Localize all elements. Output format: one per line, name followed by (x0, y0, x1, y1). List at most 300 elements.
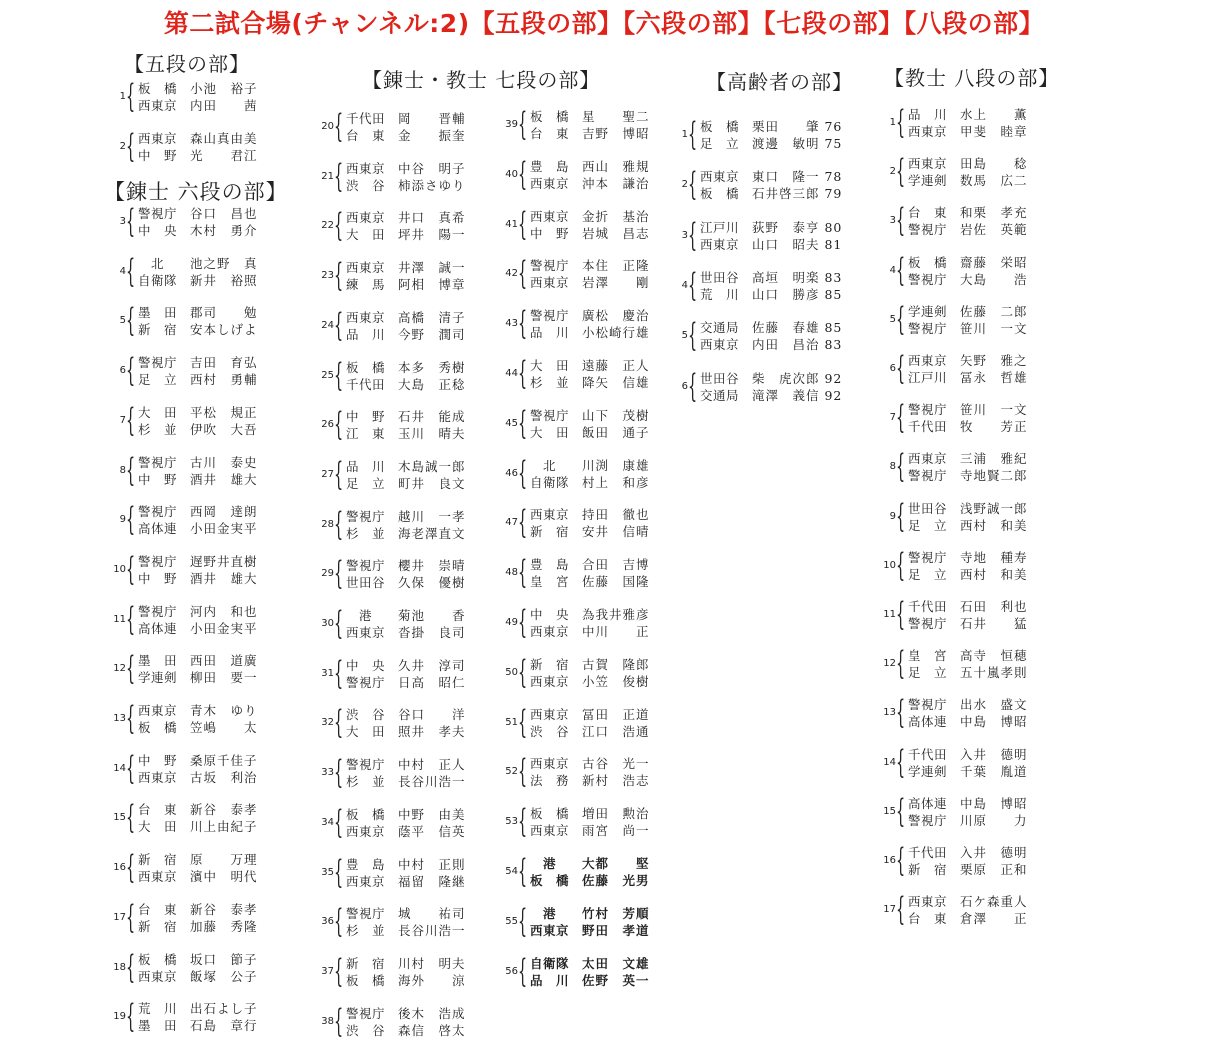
team-name: 世田谷 (346, 575, 386, 590)
match-number: 2 (681, 179, 688, 190)
match-number: 33 (321, 767, 334, 778)
team-name: 学連剣 (908, 304, 948, 319)
section-heading-rokudan: 【錬士 六段の部】 (104, 180, 288, 204)
competitor-top (908, 501, 1080, 517)
bracket-brace: { (688, 216, 698, 254)
match-number: 6 (681, 381, 688, 392)
team-name: 渋 谷 (346, 1023, 386, 1038)
team-name: 台 東 (530, 126, 570, 141)
player-name: 中川 正 (582, 624, 650, 639)
competitor-top (530, 607, 702, 623)
competitor-bottom (346, 277, 518, 293)
player-name: 岩佐 英範 (960, 222, 1028, 237)
player-name: 城 祐司 (398, 906, 466, 921)
competitor-top (908, 697, 1080, 713)
match-number: 3 (681, 230, 688, 241)
match-number: 12 (883, 658, 896, 669)
player-name: 金折 基治 (582, 209, 650, 224)
team-name: 警視庁 (346, 509, 386, 524)
bracket-brace: { (334, 306, 344, 344)
player-name: 佐藤 二郎 (960, 304, 1028, 319)
bracket-brace: { (518, 703, 528, 741)
player-name: 柳田 要一 (190, 670, 258, 685)
competitor-bottom (530, 823, 702, 839)
player-name: 金 振奎 (398, 128, 466, 143)
team-name: 台 東 (908, 911, 948, 926)
competitor-top (530, 159, 702, 175)
match-number: 23 (321, 270, 334, 281)
bracket-brace: { (518, 603, 528, 641)
team-name: 警視庁 (346, 675, 386, 690)
player-name: 内田 昌治 83 (752, 337, 843, 352)
competitor-bottom (138, 869, 310, 885)
team-name: 千代田 (908, 419, 948, 434)
team-name: 品 川 (530, 325, 570, 340)
bracket-brace: { (334, 206, 344, 244)
team-name: 警視庁 (138, 554, 178, 569)
team-name: 警視庁 (346, 1006, 386, 1021)
match-number: 17 (113, 912, 126, 923)
match-number: 26 (321, 419, 334, 430)
team-name: 中 野 (138, 571, 178, 586)
team-name: 中 野 (138, 753, 178, 768)
competitor-top (346, 210, 518, 226)
bracket-brace: { (126, 898, 136, 936)
team-name: 大 田 (346, 724, 386, 739)
player-name: 原 万理 (190, 852, 258, 867)
competitor-top (138, 131, 310, 147)
match-number: 22 (321, 220, 334, 231)
match-number: 11 (113, 614, 126, 625)
team-name: 西東京 (530, 624, 570, 639)
competitor-top (138, 1001, 310, 1017)
bracket-brace: { (334, 455, 344, 493)
player-name: 谷口 昌也 (190, 206, 258, 221)
competitor-top (530, 657, 702, 673)
player-name: 石ケ森重人 (960, 894, 1028, 909)
competitor-top (530, 507, 702, 523)
match-number: 2 (119, 141, 126, 152)
match-number: 12 (113, 663, 126, 674)
team-name: 千代田 (346, 111, 386, 126)
player-name: 照井 孝夫 (398, 724, 466, 739)
player-name: 濱中 明代 (190, 869, 258, 884)
player-name: 本多 秀樹 (398, 360, 466, 375)
team-name: 杉 並 (346, 774, 386, 789)
bracket-brace: { (126, 649, 136, 687)
bracket-brace: { (896, 546, 906, 584)
team-name: 品 川 (908, 107, 948, 122)
player-name: 浅野誠一郎 (960, 501, 1028, 516)
team-name: 警視庁 (346, 757, 386, 772)
player-name: 川渕 康雄 (582, 458, 650, 473)
player-name: 新村 浩志 (582, 773, 650, 788)
competitor-top (530, 906, 702, 922)
team-name: 自衛隊 (530, 475, 570, 490)
match-number: 56 (505, 966, 518, 977)
competitor-bottom (908, 518, 1080, 534)
team-name: 交通局 (700, 388, 740, 403)
competitor-top (908, 550, 1080, 566)
team-name: 西東京 (346, 210, 386, 225)
team-name: 西東京 (530, 275, 570, 290)
competitor-top (346, 360, 518, 376)
competitor-bottom (530, 724, 702, 740)
match-number: 49 (505, 617, 518, 628)
player-name: 玉川 晴夫 (398, 426, 466, 441)
match-number: 31 (321, 668, 334, 679)
match-number: 37 (321, 966, 334, 977)
player-name: 合田 吉博 (582, 557, 650, 572)
team-name: 足 立 (908, 518, 948, 533)
competitor-top (138, 703, 310, 719)
page-title: 第二試合場(チャンネル:2)【五段の部】【六段の部】【七段の部】【八段の部】 (163, 9, 1045, 38)
player-name: 増田 勲治 (582, 806, 650, 821)
competitor-bottom (530, 524, 702, 540)
competitor-top (346, 857, 518, 873)
competitor-top (138, 355, 310, 371)
match-number: 1 (681, 129, 688, 140)
competitor-bottom (138, 372, 310, 388)
player-name: 寺地賢二郎 (960, 468, 1028, 483)
section-heading-godan: 【五段の部】 (124, 52, 250, 76)
team-name: 学連剣 (908, 173, 948, 188)
bracket-brace: { (896, 595, 906, 633)
bracket-brace: { (126, 451, 136, 489)
competitor-top (138, 455, 310, 471)
team-name: 板 橋 (530, 873, 570, 888)
team-name: 警視庁 (138, 455, 178, 470)
team-name: 大 田 (530, 358, 570, 373)
player-name: 遠藤 正人 (582, 358, 650, 373)
player-name: 出石よし子 (190, 1001, 258, 1016)
player-name: 大島 浩 (960, 272, 1028, 287)
competitor-bottom (138, 770, 310, 786)
competitor-top (138, 653, 310, 669)
team-name: 西東京 (908, 451, 948, 466)
competitor-top (346, 260, 518, 276)
competitor-bottom (138, 720, 310, 736)
team-name: 西東京 (138, 98, 178, 113)
player-name: 小田金実平 (190, 521, 258, 536)
team-name: 墨 田 (138, 653, 178, 668)
bracket-brace: { (334, 703, 344, 741)
competitor-top (908, 353, 1080, 369)
competitor-top (530, 109, 702, 125)
match-number: 10 (883, 560, 896, 571)
player-name: 入井 德明 (960, 845, 1028, 860)
player-name: 笹川 一文 (960, 402, 1028, 417)
match-number: 52 (505, 766, 518, 777)
player-name: 久保 優樹 (398, 575, 466, 590)
team-name: 西東京 (700, 169, 740, 184)
team-name: 西東京 (908, 156, 948, 171)
match-number: 6 (119, 365, 126, 376)
match-number: 15 (883, 806, 896, 817)
player-name: 櫻井 崇晴 (398, 558, 466, 573)
bracket-brace: { (896, 152, 906, 190)
competitor-top (700, 220, 872, 236)
competitor-bottom (530, 624, 702, 640)
team-name: 高体連 (138, 621, 178, 636)
competitor-bottom (908, 714, 1080, 730)
player-name: 寺地 種寿 (960, 550, 1028, 565)
team-name: 警視庁 (908, 402, 948, 417)
section-heading-hachidan: 【教士 八段の部】 (884, 66, 1060, 90)
team-name: 新 宿 (908, 862, 948, 877)
player-name: 古谷 光一 (582, 756, 650, 771)
section-heading-koreisha: 【高齢者の部】 (706, 70, 853, 94)
competitor-bottom (908, 419, 1080, 435)
bracket-brace: { (518, 553, 528, 591)
competitor-top (530, 408, 702, 424)
player-name: 河内 和也 (190, 604, 258, 619)
section-koreisha (706, 66, 853, 95)
team-name: 足 立 (346, 476, 386, 491)
competitor-top (908, 402, 1080, 418)
competitor-bottom (138, 670, 310, 686)
match-number: 1 (889, 117, 896, 128)
competitor-bottom (138, 223, 310, 239)
player-name: 伊吹 大吾 (190, 422, 258, 437)
competitor-bottom (530, 425, 702, 441)
player-name: 牧 芳正 (960, 419, 1028, 434)
bracket-brace: { (896, 693, 906, 731)
competitor-top (908, 747, 1080, 763)
player-name: 木島誠一郎 (398, 459, 466, 474)
team-name: 豊 島 (346, 857, 386, 872)
team-name: 板 橋 (346, 360, 386, 375)
competitor-top (530, 756, 702, 772)
competitor-top (530, 557, 702, 573)
match-number: 24 (321, 320, 334, 331)
player-name: 海外 涼 (398, 973, 466, 988)
player-name: 太田 文雄 (582, 956, 650, 971)
player-name: 笹川 一文 (960, 321, 1028, 336)
bracket-brace: { (126, 798, 136, 836)
player-name: 西山 雅規 (582, 159, 650, 174)
competitor-top (908, 156, 1080, 172)
bracket-brace: { (126, 550, 136, 588)
bracket-brace: { (126, 749, 136, 787)
player-name: 石島 章行 (190, 1018, 258, 1033)
match-number: 8 (889, 461, 896, 472)
team-name: 西東京 (908, 124, 948, 139)
player-name: 西村 和美 (960, 567, 1028, 582)
bracket-brace: { (518, 752, 528, 790)
player-name: 内田 茜 (190, 98, 258, 113)
match-number: 3 (119, 216, 126, 227)
bracket-brace: { (896, 103, 906, 141)
match-number: 36 (321, 916, 334, 927)
player-name: 菊池 香 (398, 608, 466, 623)
team-name: 警視庁 (346, 558, 386, 573)
bracket-brace: { (126, 948, 136, 986)
team-name: 板 橋 (346, 807, 386, 822)
competitor-top (700, 119, 872, 135)
player-name: 岡 晋輔 (398, 111, 466, 126)
player-name: 長谷川浩一 (398, 774, 466, 789)
team-name: 西東京 (346, 260, 386, 275)
team-name: 港 (346, 608, 386, 623)
team-name: 高体連 (138, 521, 178, 536)
match-number: 9 (119, 514, 126, 525)
competitor-bottom (908, 321, 1080, 337)
team-name: 学連剣 (908, 764, 948, 779)
competitor-bottom (138, 1018, 310, 1034)
player-name: 井澤 誠一 (398, 260, 466, 275)
competitor-top (346, 161, 518, 177)
competitor-bottom (138, 472, 310, 488)
bracket-brace: { (334, 753, 344, 791)
competitor-top (346, 707, 518, 723)
bracket-brace: { (518, 902, 528, 940)
player-name: 古坂 利治 (190, 770, 258, 785)
bracket-brace: { (518, 105, 528, 143)
competitor-bottom (346, 327, 518, 343)
match-number: 5 (681, 330, 688, 341)
team-name: 杉 並 (346, 923, 386, 938)
match-number: 6 (889, 363, 896, 374)
player-name: 小笠 俊樹 (582, 674, 650, 689)
competitor-bottom (346, 724, 518, 740)
player-name: 小田金実平 (190, 621, 258, 636)
player-name: 廣松 慶治 (582, 308, 650, 323)
competitor-top (908, 894, 1080, 910)
player-name: 新井 裕照 (190, 273, 258, 288)
team-name: 品 川 (346, 459, 386, 474)
competitor-top (530, 956, 702, 972)
match-number: 16 (883, 855, 896, 866)
team-name: 警視庁 (908, 272, 948, 287)
team-name: 西東京 (138, 969, 178, 984)
team-name: 板 橋 (700, 119, 740, 134)
team-name: 西東京 (530, 823, 570, 838)
team-name: 自衛隊 (138, 273, 178, 288)
team-name: 板 橋 (346, 973, 386, 988)
team-name: 西東京 (346, 625, 386, 640)
match-number: 1 (119, 91, 126, 102)
team-name: 西東京 (138, 131, 178, 146)
match-number: 2 (889, 166, 896, 177)
bracket-brace: { (334, 356, 344, 394)
team-name: 西東京 (908, 894, 948, 909)
match-number: 25 (321, 370, 334, 381)
team-name: 西東京 (138, 703, 178, 718)
competitor-bottom (138, 919, 310, 935)
competitor-top (530, 209, 702, 225)
match-number: 10 (113, 564, 126, 575)
bracket-brace: { (334, 554, 344, 592)
bracket-brace: { (518, 802, 528, 840)
team-name: 西東京 (530, 674, 570, 689)
team-name: 西東京 (530, 756, 570, 771)
competitor-bottom (908, 222, 1080, 238)
competitor-bottom (346, 377, 518, 393)
player-name: 高寺 恒穂 (960, 648, 1028, 663)
team-name: 法 務 (530, 773, 570, 788)
team-name: 警視庁 (138, 604, 178, 619)
team-name: 皇 宮 (530, 574, 570, 589)
competitor-top (138, 604, 310, 620)
competitor-top (138, 952, 310, 968)
competitor-top (346, 757, 518, 773)
bracket-brace: { (334, 803, 344, 841)
player-name: 吉田 育弘 (190, 355, 258, 370)
player-name: 古川 泰史 (190, 455, 258, 470)
player-name: 西岡 達朗 (190, 504, 258, 519)
team-name: 台 東 (908, 205, 948, 220)
team-name: 警視庁 (138, 206, 178, 221)
bracket-brace: { (518, 952, 528, 990)
player-name: 中島 博昭 (960, 796, 1028, 811)
competitor-bottom (700, 287, 872, 303)
competitor-bottom (908, 272, 1080, 288)
competitor-bottom (138, 273, 310, 289)
competitor-top (700, 320, 872, 336)
team-name: 中 野 (138, 472, 178, 487)
competitor-bottom (346, 824, 518, 840)
team-name: 西東京 (530, 176, 570, 191)
competitor-top (346, 906, 518, 922)
competitor-top (346, 608, 518, 624)
team-name: 豊 島 (530, 159, 570, 174)
competitor-bottom (346, 575, 518, 591)
team-name: 練 馬 (346, 277, 386, 292)
team-name: 墨 田 (138, 1018, 178, 1033)
competitor-top (138, 802, 310, 818)
player-name: 高垣 明楽 83 (752, 270, 843, 285)
player-name: 中村 正人 (398, 757, 466, 772)
team-name: 大 田 (530, 425, 570, 440)
match-number: 55 (505, 916, 518, 927)
player-name: 出水 盛文 (960, 697, 1028, 712)
player-name: 星 聖二 (582, 109, 650, 124)
player-name: 石井啓三郎 79 (752, 186, 843, 201)
team-name: 足 立 (138, 372, 178, 387)
team-name: 板 橋 (138, 720, 178, 735)
player-name: 小池 裕子 (190, 81, 258, 96)
bracket-brace: { (126, 127, 136, 165)
team-name: 江 東 (346, 426, 386, 441)
player-name: 坂口 節子 (190, 952, 258, 967)
team-name: 西東京 (700, 337, 740, 352)
competitor-top (138, 405, 310, 421)
match-number: 4 (889, 265, 896, 276)
bracket-brace: { (334, 853, 344, 891)
team-name: 警視庁 (908, 550, 948, 565)
player-name: 滝澤 義信 92 (752, 388, 843, 403)
match-number: 7 (119, 415, 126, 426)
team-name: 西東京 (346, 874, 386, 889)
competitor-top (346, 409, 518, 425)
bracket-brace: { (518, 852, 528, 890)
match-number: 5 (889, 314, 896, 325)
competitor-top (908, 107, 1080, 123)
player-name: 中野 由美 (398, 807, 466, 822)
match-number: 27 (321, 469, 334, 480)
team-name: 中 央 (346, 658, 386, 673)
player-name: 海老澤直文 (398, 526, 466, 541)
match-number: 53 (505, 816, 518, 827)
team-name: 学連剣 (138, 670, 178, 685)
player-name: 荻野 泰亨 80 (752, 220, 843, 235)
player-name: 佐藤 光男 (582, 873, 650, 888)
competitor-bottom (908, 468, 1080, 484)
section-heading-nanadan: 【錬士・教士 七段の部】 (362, 68, 601, 92)
bracket-brace: { (518, 503, 528, 541)
section-nanadan (362, 64, 600, 93)
